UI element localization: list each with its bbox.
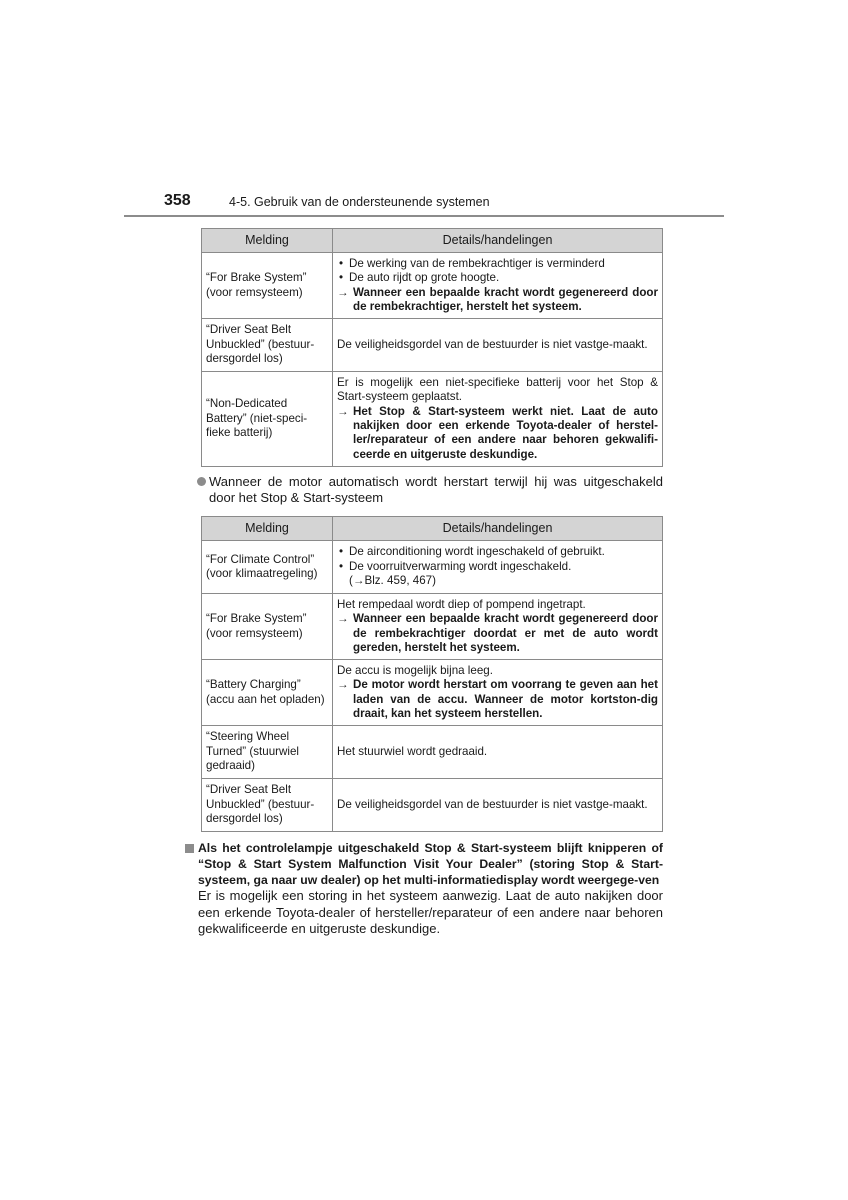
action-text: → Het Stop & Start-systeem werkt niet. Laat de auto nakijken door een erkende Toyota-dealer of herstel-ler/reparateur of een andere naar behoren gekwalifi-ceerde en uitgeruste deskundige. [337,405,658,463]
table-row [202,253,663,319]
details-cell [333,660,663,726]
page-header [124,188,724,218]
bullet-item: • De voorruitverwarming wordt ingeschakeld. [337,560,658,574]
details-cell: De veiligheidsgordel van de bestuurder is niet vastge-maakt. [333,319,663,372]
action-text: → Wanneer een bepaalde kracht wordt gegenereerd door de rembekrachtiger doordat er met de auto wordt gereden, herstelt het systeem. [337,612,658,655]
section-title: 4-5. Gebruik van de ondersteunende systemen [229,195,490,209]
message-cell: “Driver Seat Belt Unbuckled” (bestuur-dersgordel los) [202,319,333,372]
message-cell: “Non-Dedicated Battery” (niet-speci-fieke batterij) [202,372,333,467]
details-cell [333,594,663,660]
message-cell: “For Brake System” (voor remsysteem) [202,594,333,660]
message-cell: “For Climate Control” (voor klimaatregeling) [202,541,333,594]
table-header-row [202,229,663,253]
column-header-details: Details/handelingen [333,229,663,253]
bullet-item: • De auto rijdt op grote hoogte. [337,271,658,285]
details-text: Er is mogelijk een niet-specifieke batterij voor het Stop & Start-systeem geplaatst. [337,375,658,404]
message-cell: “For Brake System” (voor remsysteem) [202,253,333,319]
table-row [202,372,663,467]
note-bullet [197,474,663,506]
message-table-1 [201,228,663,467]
column-header-details: Details/handelingen [333,517,663,541]
table-row [202,660,663,726]
details-text: De accu is mogelijk bijna leeg. [337,663,493,677]
table-header-row [202,517,663,541]
table-row [202,779,663,832]
message-cell: “Driver Seat Belt Unbuckled” (bestuur-dersgordel los) [202,779,333,832]
table-row [202,594,663,660]
header-rule [124,215,724,217]
details-text: Het rempedaal wordt diep of pompend ingetrapt. [337,597,586,611]
message-cell: “Battery Charging” (accu aan het opladen) [202,660,333,726]
table-row [202,726,663,779]
column-header-melding: Melding [202,517,333,541]
message-table-2 [201,516,663,832]
details-cell: De veiligheidsgordel van de bestuurder is niet vastge-maakt. [333,779,663,832]
table-row [202,319,663,372]
note-text: Wanneer de motor automatisch wordt herstart terwijl hij was uitgeschakeld door het Stop & Start-systeem [209,474,663,505]
info-note [185,841,663,938]
table-row [202,541,663,594]
details-cell [333,253,663,319]
bullet-item: • De werking van de rembekrachtiger is verminderd [337,257,658,271]
page-number: 358 [164,192,191,209]
details-cell [333,541,663,594]
page-reference: (→Blz. 459, 467) [349,574,436,588]
note-body: Er is mogelijk een storing in het systeem aanwezig. Laat de auto nakijken door een erkende Toyota-dealer of hersteller/reparateur of een andere naar behoren gekwalificeerde en uitgeruste deskundige. [198,888,663,937]
action-text: → De motor wordt herstart om voorrang te geven aan het laden van de accu. Wanneer de motor kortston-dig draait, kan het systeem herstellen. [337,678,658,721]
bullet-item: • De airconditioning wordt ingeschakeld of gebruikt. [337,545,658,559]
details-cell [333,372,663,467]
column-header-melding: Melding [202,229,333,253]
note-heading: Als het controlelampje uitgeschakeld Stop & Start-systeem blijft knipperen of “Stop & Start System Malfunction Visit Your Dealer” (storing Stop & Start-systeem, ga naar uw dealer) op het multi-informatiedisplay wordt weergege-ven [198,841,663,887]
message-cell: “Steering Wheel Turned” (stuurwiel gedraaid) [202,726,333,779]
action-text: → Wanneer een bepaalde kracht wordt gegenereerd door de rembekrachtiger, herstelt het systeem. [337,286,658,315]
square-bullet-icon [185,844,194,853]
details-cell: Het stuurwiel wordt gedraaid. [333,726,663,779]
circle-bullet-icon [197,477,206,486]
